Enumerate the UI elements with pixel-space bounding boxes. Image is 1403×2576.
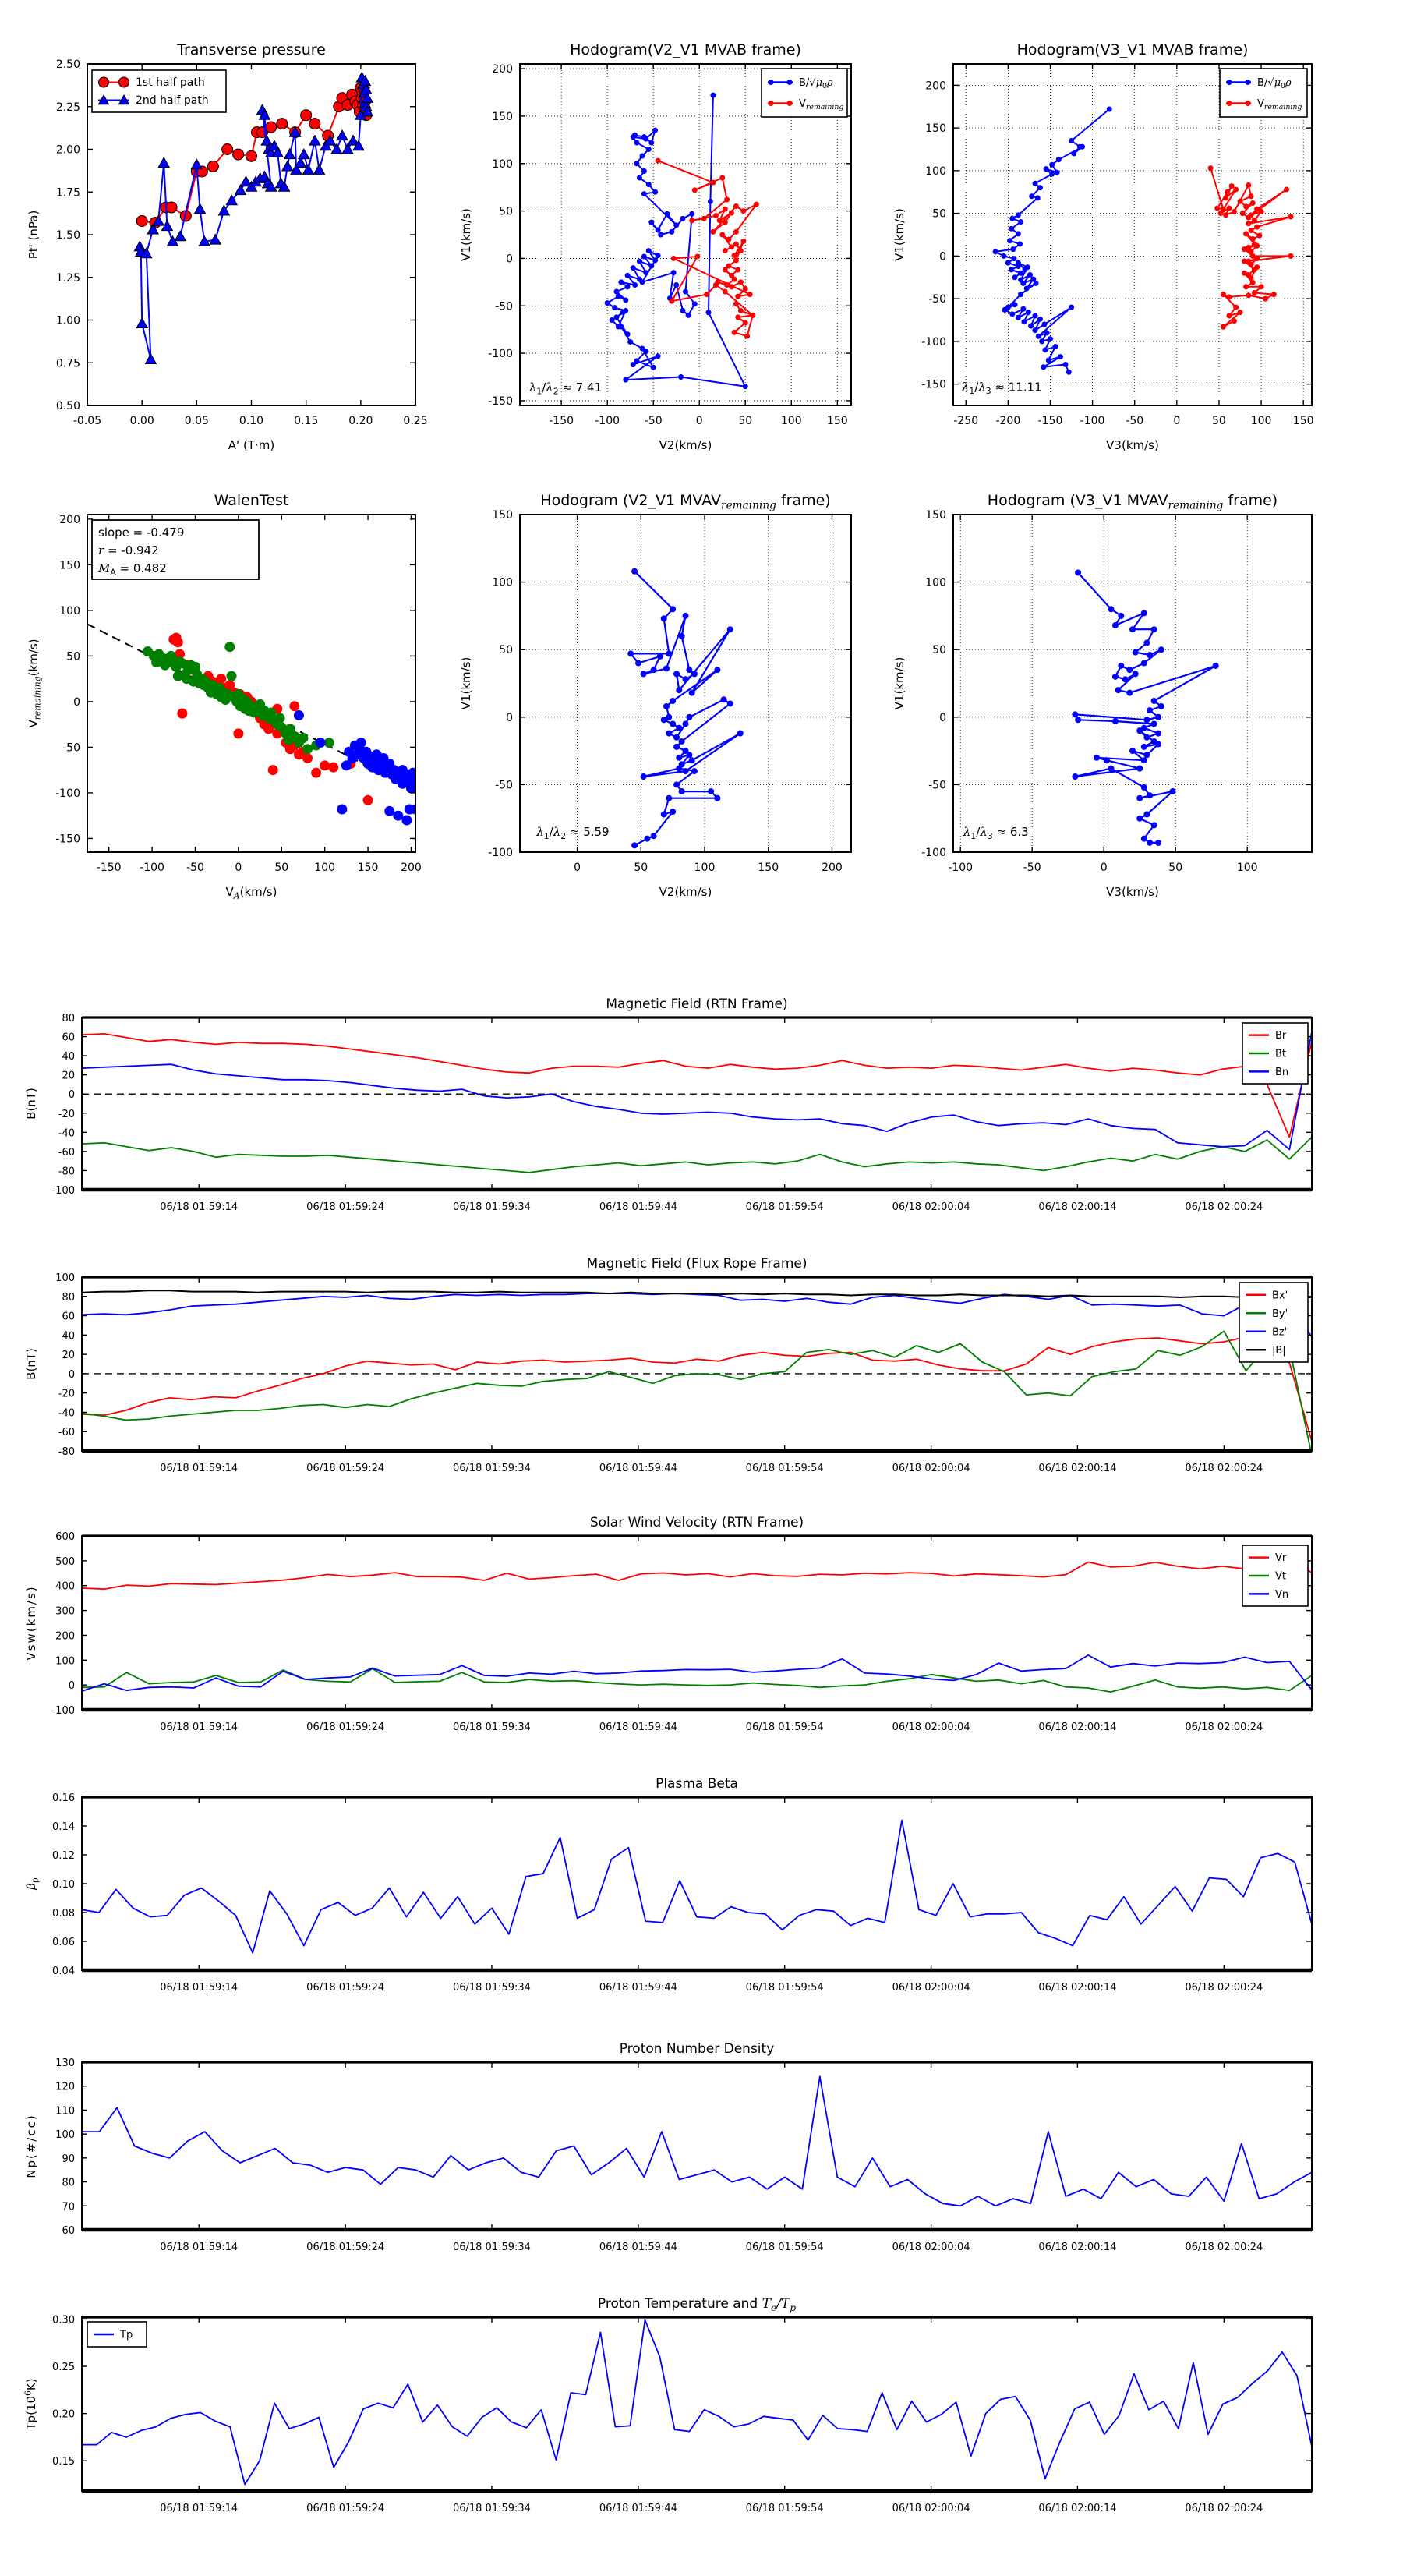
x-tick-label: 06/18 02:00:14 [1038, 2503, 1117, 2514]
legend [762, 69, 847, 117]
legend [1242, 1023, 1308, 1084]
y-tick-label: 0.15 [52, 2456, 75, 2468]
legend-entry-label: Bt [1275, 1048, 1287, 1060]
y-axis-label: V1(km/s) [892, 208, 906, 261]
x-tick-label: 0.00 [129, 415, 154, 427]
x-tick-label: 06/18 02:00:04 [892, 1463, 970, 1474]
y-tick-label: 150 [492, 110, 513, 123]
x-tick-label: 06/18 01:59:34 [452, 1463, 531, 1474]
x-axis-label: $V_A(km/s)$ [225, 885, 277, 901]
x-tick-label: 100 [1250, 415, 1272, 427]
x-axis-label: V3(km/s) [1106, 438, 1159, 452]
y-axis-label: Vsw(km/s) [24, 1585, 38, 1661]
x-tick-label: 06/18 02:00:04 [892, 2242, 970, 2253]
x-tick-label: 06/18 02:00:24 [1185, 2503, 1263, 2514]
y-tick-label: 150 [925, 509, 946, 522]
chart-title: Hodogram(V3_V1 MVAB frame) [1016, 41, 1249, 58]
x-tick-label: 06/18 01:59:34 [452, 1201, 531, 1213]
x-tick-label: 150 [758, 862, 779, 874]
legend-entry-label: Bx' [1272, 1290, 1288, 1302]
legend-entry-label: 2nd half path [136, 94, 209, 107]
y-tick-label: -20 [58, 1388, 75, 1400]
y-tick-label: -40 [58, 1407, 75, 1420]
y-tick-label: 0.75 [55, 357, 80, 370]
y-axis-label: $\beta_p$ [24, 1877, 41, 1890]
x-tick-label: 06/18 02:00:14 [1038, 2242, 1117, 2253]
y-tick-label: -50 [928, 779, 946, 792]
legend-entry-label: $B/√\mu_0\rho$ [799, 77, 833, 91]
x-tick-label: 06/18 02:00:24 [1185, 1201, 1263, 1213]
legend-entry-label: Br [1275, 1030, 1287, 1042]
x-tick-label: -250 [953, 415, 979, 427]
chart-title: Magnetic Field (Flux Rope Frame) [586, 1256, 808, 1272]
y-tick-label: -60 [58, 1146, 75, 1159]
y-tick-label: 40 [62, 1051, 75, 1063]
y-tick-label: 0.12 [52, 1850, 75, 1862]
stats-box [92, 520, 259, 579]
y-tick-label: -50 [928, 293, 946, 306]
x-tick-label: 06/18 01:59:44 [599, 1721, 677, 1733]
x-tick-label: -100 [595, 415, 620, 427]
y-tick-label: 200 [925, 80, 946, 93]
y-tick-label: 200 [55, 1630, 75, 1643]
x-tick-label: 06/18 01:59:44 [599, 1463, 677, 1474]
x-tick-label: -150 [549, 415, 574, 427]
legend [92, 70, 226, 112]
x-tick-label: 06/18 01:59:54 [745, 1721, 824, 1733]
x-tick-label: 06/18 02:00:24 [1185, 1463, 1263, 1474]
legend-entry-label: 1st half path [136, 76, 205, 89]
y-tick-label: -20 [58, 1108, 75, 1120]
chart-title: Hodogram(V2_V1 MVAB frame) [570, 41, 801, 58]
x-tick-label: 150 [357, 862, 379, 874]
stat-line: $M_A = 0.482$ [98, 561, 167, 578]
y-tick-label: 80 [62, 1013, 75, 1024]
x-tick-label: -100 [948, 862, 974, 874]
y-axis-label: Pt' (nPa) [27, 210, 41, 260]
x-tick-label: 0.20 [348, 415, 373, 427]
y-tick-label: 0.50 [55, 400, 80, 412]
legend-entry-label: Vn [1275, 1588, 1289, 1601]
y-tick-label: -100 [488, 348, 513, 361]
x-tick-label: 0.05 [184, 415, 209, 427]
y-tick-label: -50 [495, 779, 513, 792]
x-tick-label: 0 [574, 862, 581, 874]
x-tick-label: 06/18 02:00:04 [892, 1201, 970, 1213]
y-axis-label: $Tp(10^6K)$ [23, 2378, 38, 2430]
x-tick-label: 06/18 02:00:24 [1185, 1982, 1263, 1994]
y-tick-label: 0.10 [52, 1879, 75, 1891]
x-axis-label: V3(km/s) [1106, 885, 1159, 899]
y-tick-label: -50 [495, 300, 513, 313]
y-tick-label: 1.75 [55, 186, 80, 200]
legend-entry-label: |B| [1272, 1344, 1286, 1357]
y-tick-label: 150 [925, 122, 946, 136]
x-tick-label: 150 [826, 415, 848, 427]
legend-entry-label: Bn [1275, 1066, 1289, 1078]
x-tick-label: 06/18 02:00:04 [892, 1982, 970, 1994]
x-tick-label: 06/18 01:59:14 [160, 1982, 239, 1994]
y-tick-label: 0.16 [52, 1792, 75, 1804]
y-tick-label: 2.50 [55, 58, 80, 71]
x-tick-label: 06/18 01:59:24 [306, 1463, 385, 1474]
y-axis-label: V1(km/s) [892, 656, 906, 710]
y-tick-label: 70 [62, 2201, 75, 2213]
x-tick-label: 50 [1168, 862, 1183, 874]
y-tick-label: 150 [59, 559, 80, 572]
x-tick-label: -50 [644, 415, 663, 427]
x-tick-label: 50 [738, 415, 753, 427]
y-tick-label: 2.00 [55, 143, 80, 157]
y-tick-label: 80 [62, 1291, 75, 1304]
y-tick-label: 400 [55, 1580, 75, 1593]
x-tick-label: 06/18 01:59:34 [452, 1721, 531, 1733]
y-tick-label: -100 [51, 1705, 75, 1717]
y-tick-label: -100 [921, 847, 946, 859]
y-tick-label: 0 [68, 1368, 75, 1381]
x-tick-label: 100 [314, 862, 336, 874]
y-tick-label: 100 [925, 165, 946, 178]
x-tick-label: 0 [1100, 862, 1108, 874]
y-tick-label: 100 [492, 157, 513, 171]
x-tick-label: -50 [1126, 415, 1144, 427]
y-tick-label: 100 [55, 1272, 75, 1284]
y-tick-label: 90 [62, 2153, 75, 2165]
x-tick-label: 06/18 01:59:34 [452, 2242, 531, 2253]
x-tick-label: -200 [995, 415, 1021, 427]
annotation-lambda-ratio: $\lambda_1/\lambda_3 \approx 11.11$ [961, 380, 1042, 396]
y-tick-label: 150 [492, 509, 513, 522]
y-tick-label: -150 [921, 378, 946, 391]
x-tick-label: 06/18 02:00:04 [892, 1721, 970, 1733]
y-axis-label: B(nT) [24, 1348, 38, 1380]
y-tick-label: 200 [492, 63, 513, 76]
y-axis-label: B(nT) [24, 1088, 38, 1120]
y-axis-label: V1(km/s) [459, 656, 473, 710]
x-tick-label: 150 [1292, 415, 1314, 427]
y-tick-label: -100 [55, 787, 80, 800]
annotation-lambda-ratio: $\lambda_1/\lambda_2 \approx 5.59$ [536, 825, 610, 841]
x-tick-label: 200 [401, 862, 422, 874]
y-tick-label: -50 [62, 741, 80, 755]
annotation-lambda-ratio: $\lambda_1/\lambda_3 \approx 6.3$ [963, 825, 1029, 841]
x-tick-label: 06/18 01:59:34 [452, 2503, 531, 2514]
x-tick-label: 06/18 02:00:04 [892, 2503, 970, 2514]
x-tick-label: 06/18 01:59:14 [160, 2503, 239, 2514]
y-tick-label: -80 [58, 1446, 75, 1458]
y-tick-label: 50 [932, 207, 946, 221]
y-tick-label: 50 [499, 644, 513, 657]
legend-entry-label: $B/√\mu_0\rho$ [1257, 77, 1292, 91]
x-tick-label: 100 [780, 415, 802, 427]
x-tick-label: 06/18 01:59:54 [745, 2242, 824, 2253]
y-tick-label: 50 [932, 644, 946, 657]
x-tick-label: -50 [1023, 862, 1041, 874]
y-tick-label: -100 [51, 1185, 75, 1197]
y-tick-label: 100 [925, 576, 946, 589]
y-tick-label: 40 [62, 1330, 75, 1343]
y-tick-label: -80 [58, 1166, 75, 1178]
legend-entry-label: $V_{remaining}$ [799, 98, 844, 112]
y-tick-label: 1.50 [55, 229, 80, 242]
legend-entry-label: Bz' [1272, 1326, 1288, 1339]
stat-line: slope = -0.479 [98, 525, 185, 540]
y-tick-label: 130 [55, 2058, 75, 2069]
x-tick-label: 06/18 01:59:54 [745, 1201, 824, 1213]
x-axis-label: V2(km/s) [659, 885, 712, 899]
y-tick-label: 0.20 [52, 2408, 75, 2421]
chart-title: Hodogram (V3_V1 $MVAV_{remaining}$ frame) [987, 492, 1278, 512]
y-tick-label: 0 [939, 711, 946, 724]
x-tick-label: 06/18 02:00:14 [1038, 1463, 1117, 1474]
y-tick-label: 20 [62, 1350, 75, 1362]
stat-line: r = -0.942 [98, 543, 159, 557]
y-tick-label: 500 [55, 1555, 75, 1568]
x-tick-label: 06/18 01:59:24 [306, 2503, 385, 2514]
y-tick-label: -60 [58, 1427, 75, 1439]
y-tick-label: -150 [488, 395, 513, 408]
x-tick-label: 06/18 01:59:24 [306, 2242, 385, 2253]
legend [1220, 69, 1307, 117]
legend-entry-label: Vt [1275, 1570, 1286, 1583]
x-tick-label: 0 [695, 415, 703, 427]
x-tick-label: 06/18 01:59:44 [599, 2503, 677, 2514]
y-tick-label: 0.30 [52, 2314, 75, 2327]
y-tick-label: 60 [62, 1311, 75, 1323]
chart-title: Solar Wind Velocity (RTN Frame) [589, 1515, 804, 1530]
y-tick-label: 110 [55, 2105, 75, 2118]
x-tick-label: 06/18 01:59:14 [160, 2242, 239, 2253]
y-tick-label: 0 [68, 1680, 75, 1693]
x-axis-label: A' (T·m) [228, 438, 275, 452]
chart-title: Plasma Beta [656, 1776, 738, 1792]
y-axis-label: Np(#/cc) [24, 2114, 38, 2178]
x-tick-label: 06/18 01:59:44 [599, 1201, 677, 1213]
y-tick-label: 300 [55, 1605, 75, 1618]
chart-title: Hodogram (V2_V1 $MVAV_{remaining}$ frame) [540, 492, 831, 512]
x-tick-label: 100 [1236, 862, 1258, 874]
x-tick-label: -150 [1037, 415, 1063, 427]
x-tick-label: 06/18 01:59:54 [745, 2503, 824, 2514]
x-tick-label: 0.15 [294, 415, 319, 427]
y-tick-label: 20 [62, 1070, 75, 1082]
y-tick-label: 0.04 [52, 1966, 75, 1977]
x-tick-label: 06/18 02:00:14 [1038, 1721, 1117, 1733]
y-tick-label: 60 [62, 1031, 75, 1044]
x-tick-label: 100 [694, 862, 716, 874]
x-tick-label: 06/18 01:59:24 [306, 1201, 385, 1213]
x-tick-label: 06/18 02:00:24 [1185, 2242, 1263, 2253]
legend [87, 2322, 147, 2347]
chart-title: Proton Number Density [619, 2041, 775, 2057]
y-tick-label: 0 [73, 695, 80, 709]
x-tick-label: 50 [1212, 415, 1226, 427]
y-tick-label: 50 [66, 650, 80, 663]
x-tick-label: 06/18 01:59:44 [599, 1982, 677, 1994]
x-tick-label: 0.10 [239, 415, 264, 427]
x-tick-label: 06/18 01:59:24 [306, 1721, 385, 1733]
y-tick-label: 100 [55, 1655, 75, 1668]
x-tick-label: 0 [235, 862, 242, 874]
x-tick-label: 06/18 02:00:24 [1185, 1721, 1263, 1733]
y-tick-label: 600 [55, 1531, 75, 1543]
chart-title: Proton Temperature and $T_e/T_p$ [597, 2296, 797, 2314]
x-tick-label: 06/18 01:59:14 [160, 1201, 239, 1213]
y-tick-label: -100 [921, 335, 946, 349]
chart-title: Magnetic Field (RTN Frame) [606, 996, 788, 1012]
y-tick-label: 0 [506, 711, 513, 724]
y-tick-label: 100 [59, 604, 80, 617]
y-tick-label: 60 [62, 2225, 75, 2237]
y-tick-label: 0 [68, 1089, 75, 1102]
y-tick-label: -100 [488, 847, 513, 859]
x-tick-label: 06/18 01:59:24 [306, 1982, 385, 1994]
x-tick-label: -150 [96, 862, 122, 874]
y-tick-label: 0 [506, 253, 513, 266]
y-tick-label: 200 [59, 513, 80, 526]
y-tick-label: 100 [492, 576, 513, 589]
y-tick-label: -150 [55, 833, 80, 846]
legend [1239, 1283, 1308, 1362]
y-tick-label: 50 [499, 205, 513, 218]
y-axis-label: V1(km/s) [459, 208, 473, 261]
x-tick-label: 06/18 02:00:14 [1038, 1201, 1117, 1213]
y-tick-label: 0.25 [52, 2362, 75, 2374]
x-tick-label: 200 [822, 862, 843, 874]
legend [1242, 1545, 1308, 1606]
x-tick-label: 06/18 02:00:14 [1038, 1982, 1117, 1994]
x-tick-label: 0.25 [403, 415, 428, 427]
x-tick-label: 06/18 01:59:44 [599, 2242, 677, 2253]
x-tick-label: -100 [1080, 415, 1105, 427]
y-tick-label: 100 [55, 2129, 75, 2142]
y-tick-label: 2.25 [55, 101, 80, 114]
x-tick-label: 50 [634, 862, 648, 874]
y-axis-label: $V_{remaining}(km/s)$ [27, 639, 43, 728]
x-tick-label: 06/18 01:59:14 [160, 1721, 239, 1733]
x-tick-label: 06/18 01:59:54 [745, 1463, 824, 1474]
x-tick-label: 06/18 01:59:14 [160, 1463, 239, 1474]
x-tick-label: -50 [186, 862, 204, 874]
x-tick-label: 06/18 01:59:34 [452, 1982, 531, 1994]
y-tick-label: 0 [939, 250, 946, 264]
chart-title: Transverse pressure [177, 41, 326, 58]
x-tick-label: -0.05 [72, 415, 102, 427]
legend-entry-label: By' [1272, 1307, 1288, 1320]
x-tick-label: 50 [274, 862, 289, 874]
annotation-lambda-ratio: $\lambda_1/\lambda_2 \approx 7.41$ [528, 380, 603, 397]
x-tick-label: 0 [1173, 415, 1181, 427]
y-tick-label: -40 [58, 1127, 75, 1140]
legend-entry-label: Vr [1275, 1552, 1287, 1565]
chart-title: WalenTest [214, 492, 289, 509]
x-tick-label: 06/18 01:59:54 [745, 1982, 824, 1994]
y-tick-label: 1.25 [55, 271, 80, 285]
y-tick-label: 0.08 [52, 1908, 75, 1920]
x-tick-label: -100 [140, 862, 164, 874]
y-tick-label: 0.06 [52, 1937, 75, 1948]
y-tick-label: 0.14 [52, 1821, 75, 1833]
legend-entry-label: $V_{remaining}$ [1257, 98, 1302, 112]
x-axis-label: V2(km/s) [659, 438, 712, 452]
y-tick-label: 120 [55, 2081, 75, 2093]
y-tick-label: 1.00 [55, 314, 80, 327]
legend-entry-label: Tp [120, 2329, 133, 2341]
y-tick-label: 80 [62, 2177, 75, 2189]
